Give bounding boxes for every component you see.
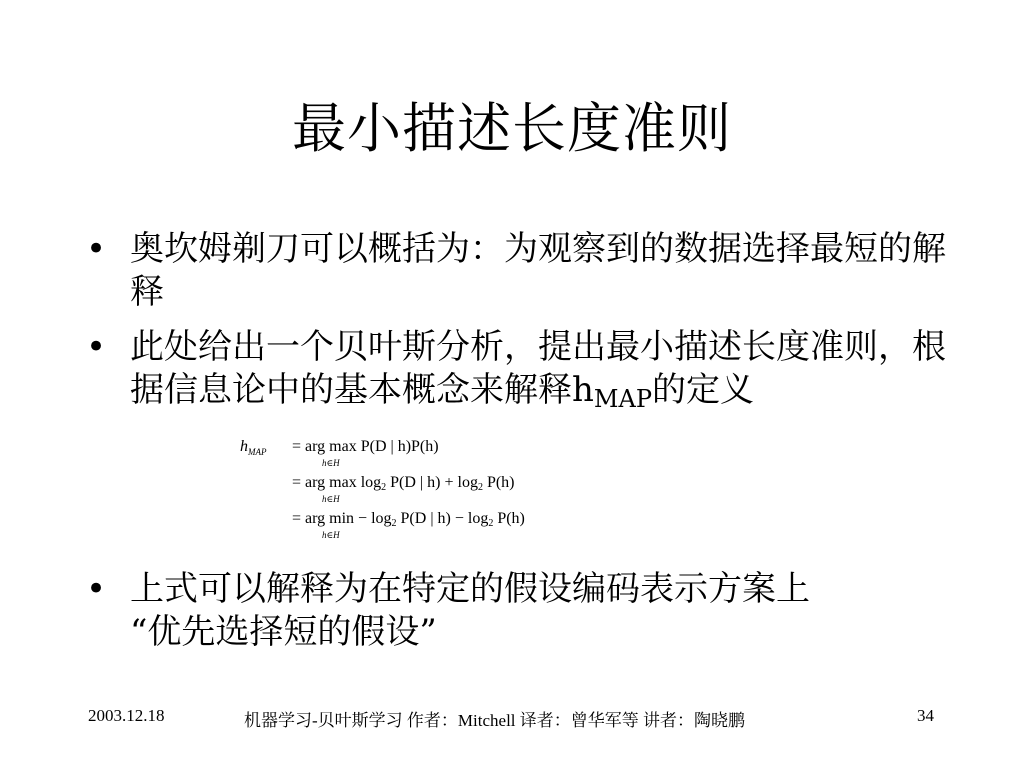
formula-row-1: = arg max P(D | h)P(h) xyxy=(292,438,439,455)
bullet-marker: • xyxy=(86,229,107,269)
formula-under-1: h∈H xyxy=(322,458,340,468)
bullet-text: 此处给出一个贝叶斯分析，提出最小描述长度准则，根据信息论中的基本概念来解释h xyxy=(130,327,946,410)
bullet-marker: • xyxy=(86,327,107,367)
bullet-marker: • xyxy=(86,569,107,609)
bullet-item xyxy=(86,568,946,654)
slide-footer xyxy=(0,706,1024,730)
page-number: 34 xyxy=(917,706,934,725)
map-formula xyxy=(240,438,640,538)
bullet-list xyxy=(86,228,946,412)
footer-credits: 机器学习-贝叶斯学习 作者：Mitchell 译者：曾华军等 讲者：陶晓鹏 xyxy=(244,711,746,730)
bullet-text: 奥坎姆剃刀可以概括为：为观察到的数据选择最短的解释 xyxy=(130,229,946,312)
formula-under-2: h∈H xyxy=(322,494,340,504)
footer-date: 2003.12.18 xyxy=(88,706,165,725)
formula-row-3: = arg min − log2 P(D | h) − log2 P(h) xyxy=(292,510,525,529)
bullet-item xyxy=(86,326,946,412)
hmap-subscript: MAP xyxy=(593,385,652,413)
formula-row-2: = arg max log2 P(D | h) + log2 P(h) xyxy=(292,474,515,493)
bullet-text-line2: “优先选择短的假设” xyxy=(130,612,437,652)
bullet-text-line1: 上式可以解释为在特定的假设编码表示方案上 xyxy=(130,569,810,609)
bullet-text-tail: 的定义 xyxy=(651,370,754,410)
formula-lhs: $h_{MAP}$ xyxy=(240,438,267,457)
formula-under-3: h∈H xyxy=(322,530,340,540)
slide-title: 最小描述长度准则 xyxy=(292,97,732,160)
bullet-item xyxy=(86,228,946,314)
bullet-list xyxy=(86,568,946,654)
